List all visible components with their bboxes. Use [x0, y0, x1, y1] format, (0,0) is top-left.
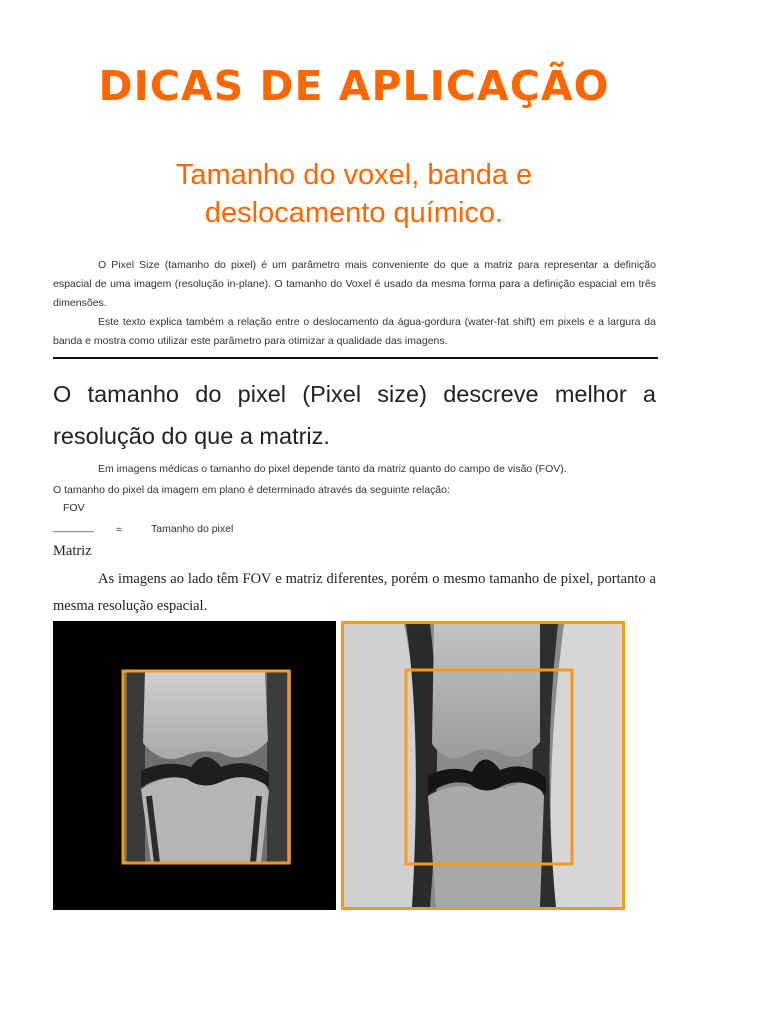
intro-paragraph-2: Este texto explica também a relação entre o deslocamento da água-gordura (water-fat shift) em pixels e a largura da banda e mostra como utilizar este parâmetro para otimizar a qualidade das imagens. [53, 316, 656, 347]
formula-result: Tamanho do pixel [151, 523, 234, 535]
page-subtitle [0, 156, 708, 232]
formula-denominator: Matriz [53, 543, 92, 559]
subtitle-line-1: Tamanho do voxel, banda e [175, 159, 533, 191]
section-line-2: O tamanho do pixel da imagem em plano é determinado através da seguinte relação: [53, 484, 450, 496]
mri-image-large-fov [341, 621, 625, 910]
section-heading: O tamanho do pixel (Pixel size) descreve melhor a resolução do que a matriz. [53, 381, 656, 449]
subtitle-line-2: deslocamento químico. [204, 197, 504, 229]
formula-numerator: FOV [63, 502, 85, 514]
intro-paragraph-1: O Pixel Size (tamanho do pixel) é um parâmetro mais conveniente do que a matriz para representar a definição espacial de uma imagem (resolução in-plane). O tamanho do Voxel é usado da mesma forma para a definição espacial em três dimensões. [53, 259, 656, 309]
mri-image-small-fov [53, 621, 336, 910]
body-paragraph: As imagens ao lado têm FOV e matriz diferentes, porém o mesmo tamanho de pixel, portanto a mesma resolução espacial. [53, 571, 656, 614]
formula-equals: = [116, 524, 123, 536]
section-divider [53, 357, 658, 359]
formula-fraction-bar: _______ [53, 521, 94, 533]
section-line-1: Em imagens médicas o tamanho do pixel depende tanto da matriz quanto do campo de visão (FOV). [98, 463, 567, 475]
page-title: DICAS DE APLICAÇÃO [98, 62, 610, 110]
intro-text [53, 256, 656, 351]
